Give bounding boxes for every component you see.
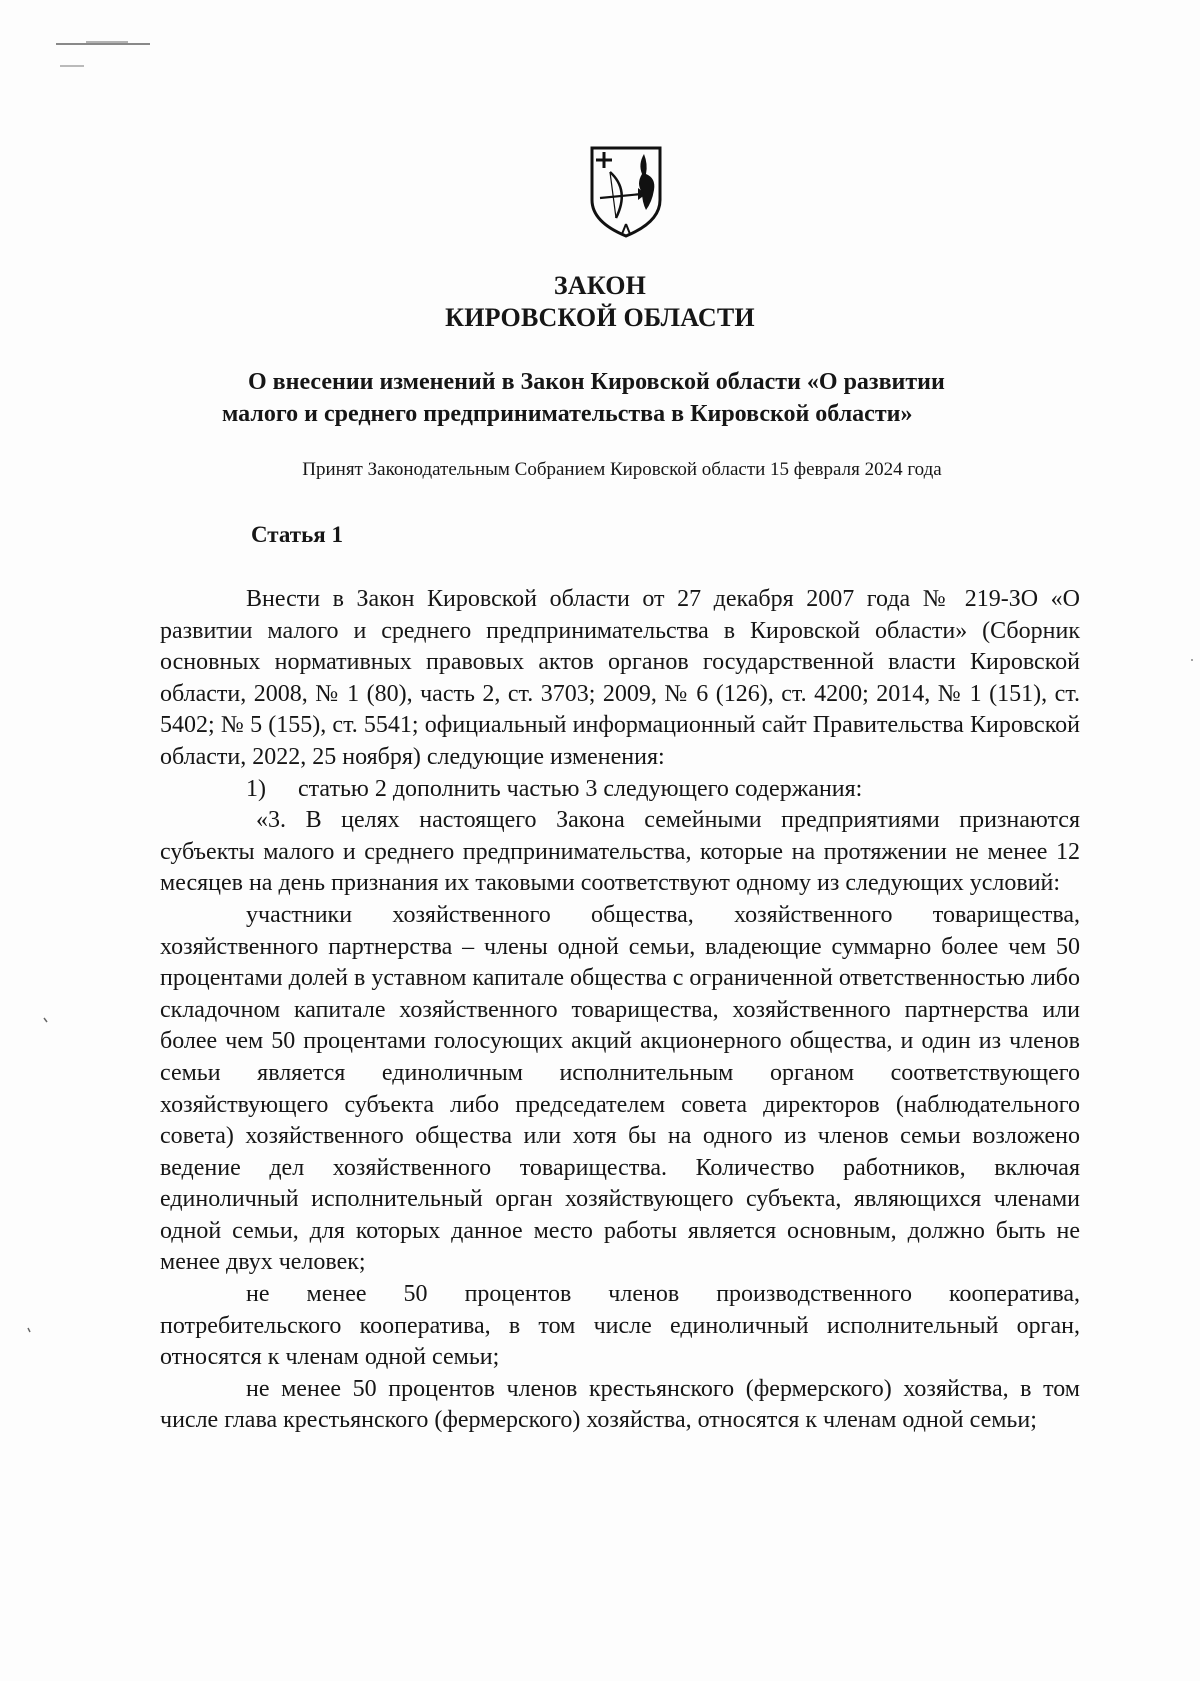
list-item-number: 1) [246, 775, 266, 802]
article-heading: Статья 1 [251, 522, 343, 547]
adoption-note: Принят Законодательным Собранием Кировской области 15 февраля 2024 года [302, 459, 942, 480]
paragraph-condition-1: участники хозяйственного общества, хозяйственного товарищества, хозяйственного партнерства – члены одной семьи, владеющие суммарно более чем 50 процентами долей в уставном капитале общества с ограниченной ответственностью либо складочном капитале хозяйственного товарищества, хозяйственного партнерства или более чем 50 процентами голосующих акций акционерного общества, и один из членов семьи является единоличным исполнительным органом соответствующего хозяйствующего субъекта либо председателем совета директоров (наблюдательного совета) хозяйственного общества или хотя бы на одного из членов семьи возложено ведение дел хозяйственного товарищества. Количество работников, включая единоличный исполнительный орган хозяйствующего субъекта, являющихся членами одной семьи, для которых данное место работы является основным, должно быть не менее двух человек; [160, 901, 1080, 1276]
law-subject-line-1: О внесении изменений в Закон Кировской области «О развитии [248, 369, 945, 395]
law-subject [222, 366, 1082, 430]
paragraph-intro: Внести в Закон Кировской области от 27 декабря 2007 года № 219-ЗО «О развитии малого и среднего предпринимательства в Кировской области» (Сборник основных нормативных правовых актов органов государственной власти Кировской области, 2008, № 1 (80), часть 2, ст. 3703; 2009, № 6 (126), ст. 4200; 2014, № 1 (151), ст. 5402; № 5 (155), ст. 5541; официальный информационный сайт Правительства Кировской области, 2022, 25 ноября) следующие изменения: [160, 586, 1080, 770]
law-subject-line-2: малого и среднего предпринимательства в Кировской области» [222, 401, 913, 427]
list-item-text: статью 2 дополнить частью 3 следующего содержания: [298, 775, 863, 802]
coat-of-arms-icon [586, 144, 666, 240]
article-body [160, 584, 1080, 1437]
law-region-title: КИРОВСКОЙ ОБЛАСТИ [445, 303, 755, 332]
paragraph-condition-3: не менее 50 процентов членов крестьянского (фермерского) хозяйства, в том числе глава крестьянского (фермерского) хозяйства, относятся к членам одной семьи; [160, 1375, 1080, 1434]
paragraph-part-3: «3. В целях настоящего Закона семейными предприятиями признаются субъекты малого и среднего предпринимательства, которые на протяжении не менее 12 месяцев на день признания их таковыми соответствуют одному из следующих условий: [160, 807, 1080, 897]
list-item [160, 774, 1080, 806]
law-title: ЗАКОН [553, 271, 647, 300]
paragraph-condition-2: не менее 50 процентов членов производственного кооператива, потребительского кооператива, в том числе единоличный исполнительный орган, относятся к членам одной семьи; [160, 1281, 1080, 1371]
